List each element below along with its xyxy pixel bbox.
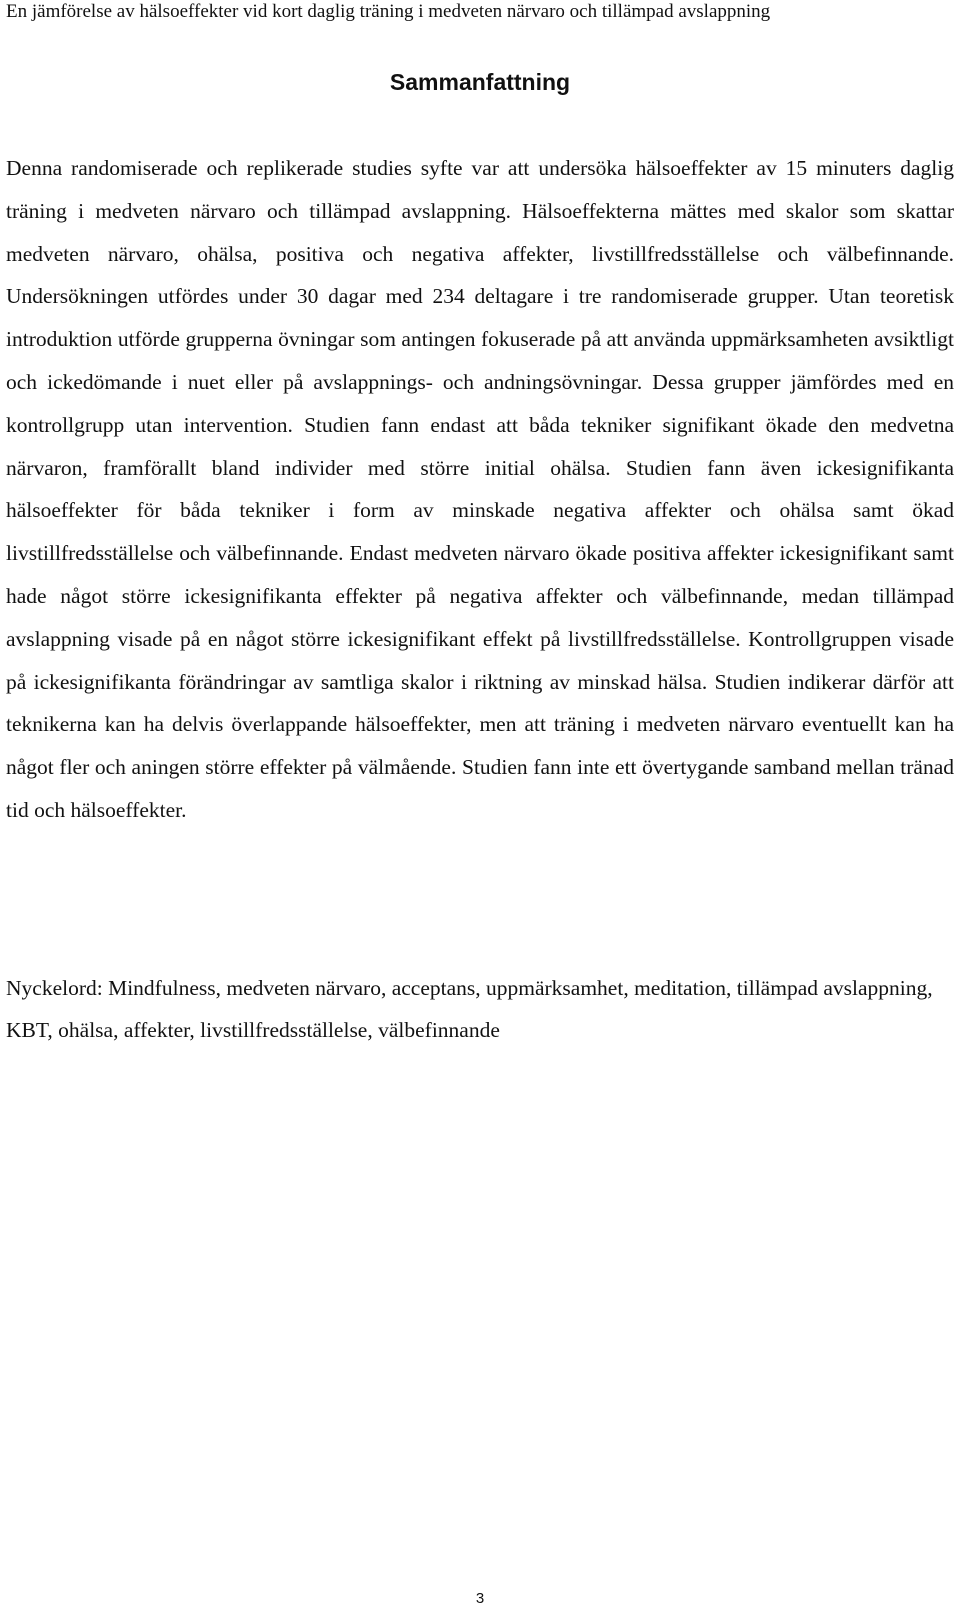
section-heading: Sammanfattning <box>389 69 571 95</box>
page-number: 3 <box>475 1590 485 1607</box>
running-header: En jämförelse av hälsoeffekter vid kort daglig träning i medveten närvaro och tillämpad avslappning <box>6 1 771 22</box>
abstract-paragraph: Denna randomiserade och replikerade studies syfte var att undersöka hälsoeffekter av 15 minuters daglig träning i medveten närvaro och tillämpad avslappning. Hälsoeffekterna mättes med skalor som skattar medveten närvaro, ohälsa, positiva och negativa affekter, livstillfredsställelse och välbefinnande. Undersökningen utfördes under 30 dagar med 234 deltagare i tre randomiserade grupper. Utan teoretisk introduktion utförde grupperna övningar som antingen fokuserade på att använda uppmärksamheten avsiktligt och ickedömande i nuet eller på avslappnings- och andningsövningar. Dessa grupper jämfördes med en kontrollgrupp utan intervention. Studien fann endast att båda tekniker signifikant ökade den medvetna närvaron, framförallt bland individer med större initial ohälsa. Studien fann även ickesignifikanta hälsoeffekter för båda tekniker i form av minskade negativa affekter och ohälsa samt ökad livstillfredsställelse och välbefinnande. Endast medveten närvaro ökade positiva affekter ickesignifikant samt hade något större ickesignifikanta effekter på negativa affekter och välbefinnande, medan tillämpad avslappning visade på en något större ickesignifikant effekt på livstillfredsställelse. Kontrollgruppen visade på ickesignifikanta förändringar av samtliga skalor i riktning av minskad hälsa. Studien indikerar därför att teknikerna kan ha delvis överlappande hälsoeffekter, men att träning i medveten närvaro eventuellt kan ha något fler och aningen större effekter på välmående. Studien fann inte ett övertygande samband mellan tränad tid och hälsoeffekter. <box>6 156 954 822</box>
keywords-paragraph: Nyckelord: Mindfulness, medveten närvaro, acceptans, uppmärksamhet, meditation, tillämpad avslappning, KBT, ohälsa, affekter, livstillfredsställelse, välbefinnande <box>6 976 933 1042</box>
